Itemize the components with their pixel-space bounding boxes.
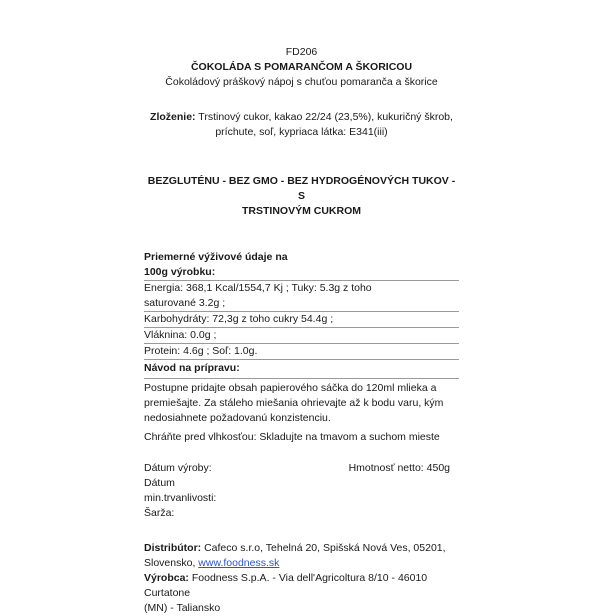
nutrition-block — [144, 250, 459, 360]
claims-block — [144, 174, 459, 219]
preparation-line: premiešajte. Za stáleho miešania ohrievajte až k bodu varu, kým — [144, 397, 444, 409]
nutrition-line: Vláknina: 0.0g ; — [144, 329, 217, 341]
manufacturer-block — [144, 571, 459, 616]
claims-line-2: TRSTINOVÝM CUKROM — [242, 205, 361, 217]
nutrition-line: Energia: 368,1 Kcal/1554,7 Kj ; Tuky: 5.3g z toho — [144, 282, 372, 294]
distributor-address: Cafeco s.r.o, Tehelná 20, Spišská Nová Ves, 05201, — [201, 542, 446, 554]
net-weight: Hmotnosť netto: 450g — [348, 462, 450, 474]
storage-note: Chráňte pred vlhkosťou: Skladujte na tmavom a suchom mieste — [144, 431, 440, 443]
preparation-line: nedosiahnete požadovanú konzistenciu. — [144, 412, 331, 424]
divider — [144, 359, 459, 360]
nutrition-line: Karbohydráty: 72,3g z toho cukry 54.4g ; — [144, 313, 334, 325]
distributor-block — [144, 541, 459, 571]
best-before-label-2: min.trvanlivosti: — [144, 492, 217, 504]
manufacturer-label: Výrobca: — [144, 572, 189, 584]
ingredients-text-2: príchute, soľ, kypriaca látka: E341(iii) — [215, 126, 388, 138]
ingredients-label: Zloženie: — [150, 111, 196, 123]
preparation-heading: Návod na prípravu: — [144, 362, 240, 374]
label-header — [144, 45, 459, 90]
claims-line-1: BEZGLUTÉNU - BEZ GMO - BEZ HYDROGÉNOVÝCH TUKOV - S — [147, 175, 456, 202]
manufacturer-line-2: (MN) - Taliansko — [144, 602, 221, 614]
production-date-label: Dátum výroby: — [144, 462, 212, 474]
preparation-line: Postupne pridajte obsah papierového sáčka do 120ml mlieka a — [144, 382, 437, 394]
distributor-line-1 — [144, 541, 459, 556]
dates-block — [144, 461, 459, 521]
nutrition-heading-2: 100g výrobku: — [144, 266, 216, 278]
product-title: ČOKOLÁDA S POMARANČOM A ŠKORICOU — [190, 61, 413, 73]
distributor-website-link[interactable]: www.foodness.sk — [198, 557, 280, 569]
ingredients-line-1 — [144, 110, 459, 125]
ingredients-text-1: Trstinový cukor, kakao 22/24 (23,5%), kukuričný škrob, — [198, 111, 453, 123]
nutrition-heading-1: Priemerné výživové údaje na — [144, 251, 288, 263]
distributor-country: Slovensko, — [144, 557, 199, 569]
manufacturer-address: Foodness S.p.A. - Via dell'Agricoltura 8/10 - 46010 Curtatone — [144, 572, 428, 599]
batch-label: Šarža: — [144, 507, 175, 519]
manufacturer-line-1 — [144, 571, 459, 601]
distributor-line-2 — [144, 556, 459, 571]
divider — [144, 378, 459, 379]
product-code: FD206 — [285, 46, 318, 58]
ingredients-block — [144, 110, 459, 140]
product-subtitle: Čokoládový práškový nápoj s chuťou pomaranča a škorice — [165, 76, 438, 88]
product-label — [144, 45, 459, 616]
nutrition-line: saturované 3.2g ; — [144, 297, 226, 309]
nutrition-line: Protein: 4.6g ; Soľ: 1.0g. — [144, 345, 258, 357]
best-before-label-1: Dátum — [144, 477, 175, 489]
distributor-label: Distribútor: — [144, 542, 202, 554]
preparation-block — [144, 361, 459, 445]
